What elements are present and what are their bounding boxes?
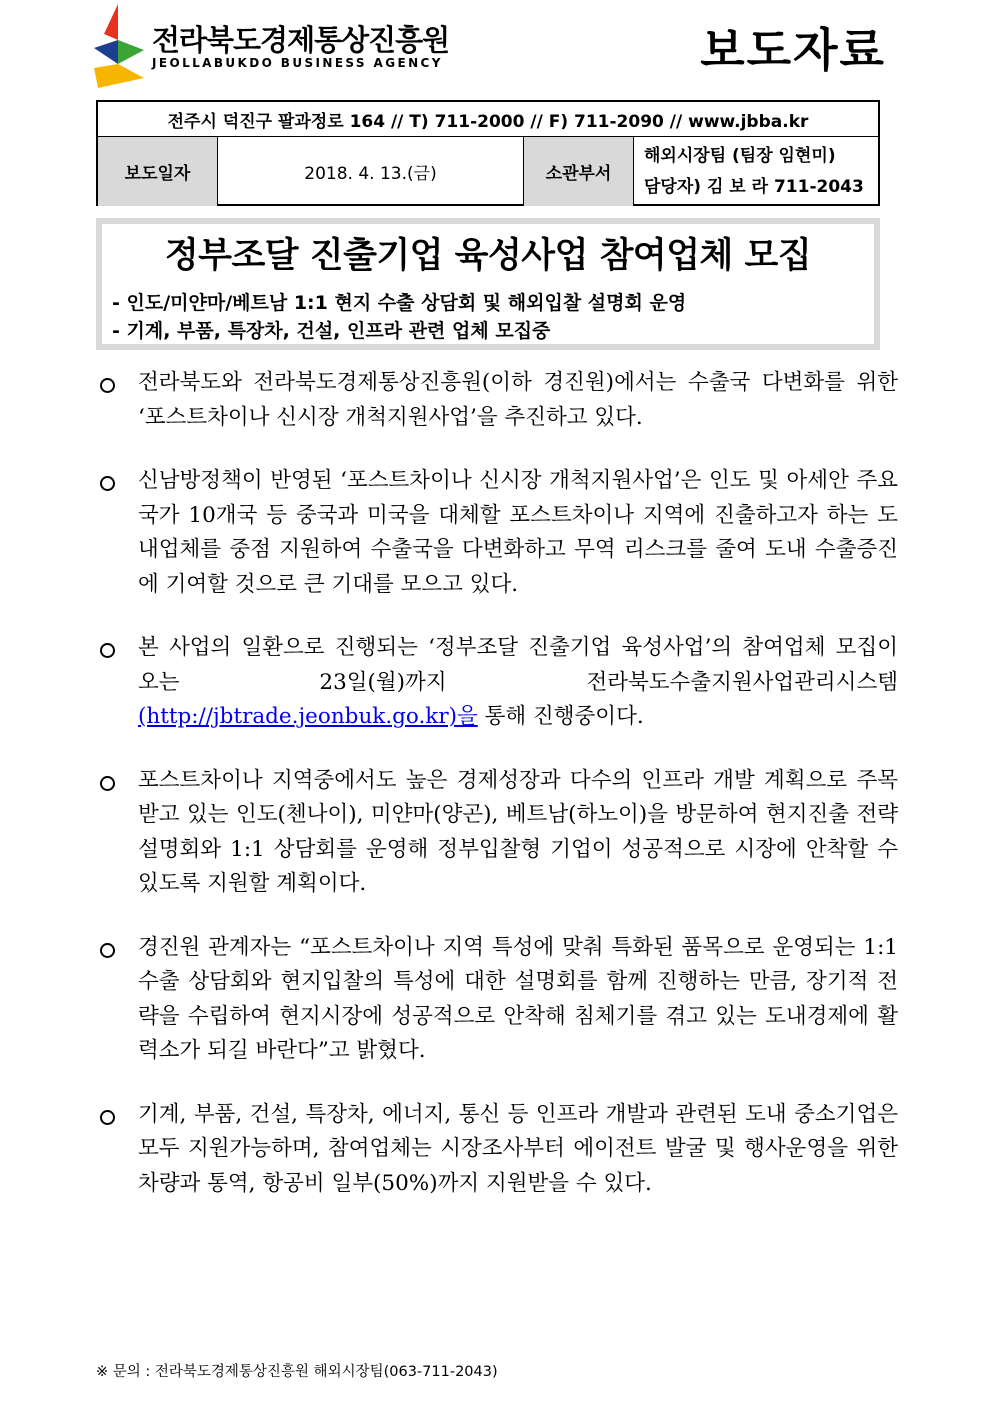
department-value: 해외시장팀 (팀장 임현미) [644,145,836,166]
release-date-value: 2018. 4. 13.(금) [218,137,524,206]
agency-logo-mark-icon [94,4,144,88]
circle-bullet-icon [100,776,115,791]
paragraph-2: 신남방정책이 반영된 ‘포스트차이나 신시장 개척지원사업’은 인도 및 아세안 주요국가 10개국 등 중국과 미국을 대체할 포스트차이나 지역에 진출하고자 하는 도내업체를 중점 지원하여 수출국을 다변화하고 무역 리스크를 줄여 도내 수출증진에 기여할 것으로 큰 기대를 모으고 있다. [98,464,898,602]
subheadline-1: - 인도/미얀마/베트남 1:1 현지 수출 상담회 및 해외입찰 설명회 운영 [112,292,687,314]
org-name-english: JEOLLABUKDO BUSINESS AGENCY [152,56,443,70]
agency-logo [94,4,450,88]
org-name-korean: 전라북도경제통상진흥원 [152,23,450,57]
headline-box [96,218,880,350]
paragraph-3: 본 사업의 일환으로 진행되는 ‘정부조달 진출기업 육성사업’의 참여업체 모집이 오는 23일(월)까지 전라북도수출지원사업관리시스템 (http://jbtrade.jeonbuk.go.kr)을 통해 진행중이다. [98,631,898,735]
paragraph-5: 경진원 관계자는 “포스트차이나 지역 특성에 맞춰 특화된 품목으로 운영되는 1:1 수출 상담회와 현지입찰의 특성에 대한 설명회를 함께 진행하는 만큼, 장기적 전략을 수립하여 현지시장에 성공적으로 안착해 침체기를 겪고 있는 도내경제에 활력소가 되길 바란다”고 밝혔다. [98,931,898,1069]
circle-bullet-icon [100,643,115,658]
circle-bullet-icon [100,1110,115,1125]
paragraph-6: 기계, 부품, 건설, 특장차, 에너지, 통신 등 인프라 개발과 관련된 도내 중소기업은 모두 지원가능하며, 참여업체는 시장조사부터 에이전트 발굴 및 행사운영을 위한 차량과 통역, 항공비 일부(50%)까지 지원받을 수 있다. [98,1098,898,1202]
circle-bullet-icon [100,476,115,491]
contact-person: 담당자) 김 보 라 711-2043 [644,176,864,197]
body-paragraphs [98,366,898,1230]
department-cell [634,137,878,206]
paragraph-4: 포스트차이나 지역중에서도 높은 경제성장과 다수의 인프라 개발 계획으로 주목받고 있는 인도(첸나이), 미얀마(양곤), 베트남(하노이)을 방문하여 현지진출 전략 설명회와 1:1 상담회를 운영해 정부입찰형 기업이 성공적으로 시장에 안착할 수 있도록 지원할 계획이다. [98,764,898,902]
release-date-label: 보도일자 [98,137,218,206]
paragraph-1: 전라북도와 전라북도경제통상진흥원(이하 경진원)에서는 수출국 다변화를 위한 ‘포스트차이나 신시장 개척지원사업’을 추진하고 있다. [98,366,898,435]
contact-line: 전주시 덕진구 팔과정로 164 // T) 711-2000 // F) 711-2090 // www.jbba.kr [98,102,878,137]
circle-bullet-icon [100,378,115,393]
headline: 정부조달 진출기업 육성사업 참여업체 모집 [164,236,812,276]
department-label: 소관부서 [524,137,634,206]
inquiry-note: ※ 문의 : 전라북도경제통상진흥원 해외시장팀(063-711-2043) [96,1364,498,1380]
document-type-title: 보도자료 [700,23,886,77]
subheadline-2: - 기계, 부품, 특장차, 건설, 인프라 관련 업체 모집중 [112,320,551,342]
jbtrade-link[interactable]: (http://jbtrade.jeonbuk.go.kr)을 [138,704,478,729]
circle-bullet-icon [100,943,115,958]
press-info-table [96,100,880,206]
